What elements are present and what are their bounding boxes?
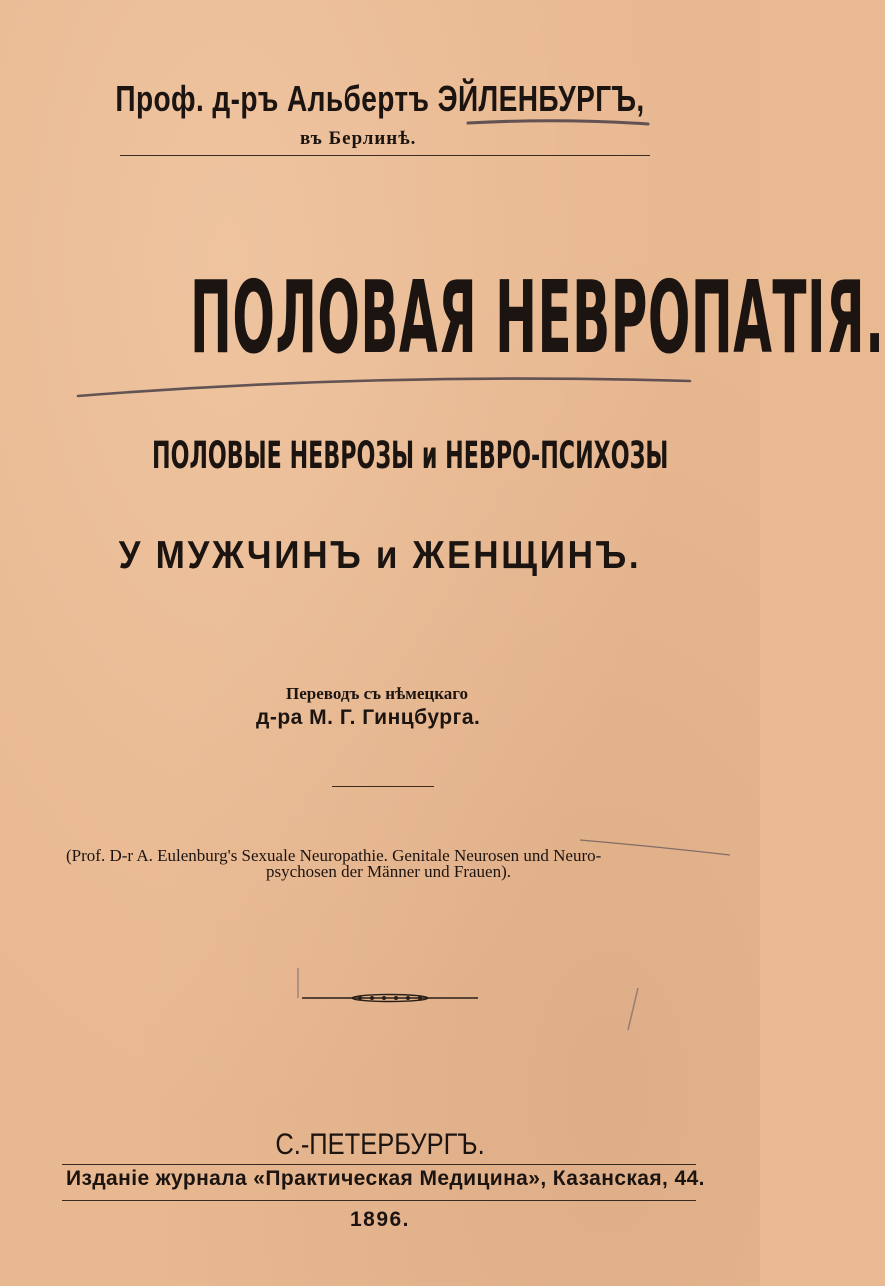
middle-divider (332, 786, 434, 787)
ornamental-rule (302, 995, 478, 1002)
translation-note: Переводъ съ нѣмецкаго (286, 684, 469, 703)
original-title-line-2: psychosen der Männer und Frauen). (266, 862, 512, 881)
pencil-strike-german (580, 840, 730, 855)
publisher-line: Изданіе журнала «Практическая Медицина», Казанская, 44. (66, 1167, 705, 1190)
publication-year: 1896. (349, 1208, 411, 1231)
author-location: въ Берлинѣ. (300, 128, 417, 149)
pencil-tick-right (628, 988, 638, 1030)
subtitle-line-2: У МУЖЧИНЪ и ЖЕНЩИНЪ. (118, 534, 642, 577)
publisher-bottom-rule (62, 1200, 696, 1201)
translator-name: д-ра М. Г. Гинцбурга. (256, 706, 481, 729)
author-name: Проф. д-ръ Альбертъ ЭЙЛЕНБУРГЪ, (115, 78, 645, 119)
publisher-top-rule (62, 1164, 696, 1165)
pencil-underline-author (468, 121, 648, 124)
book-title: ПОЛОВАЯ НЕВРОПАТІЯ. (190, 259, 885, 376)
top-divider (120, 155, 650, 156)
publication-city: С.-ПЕТЕРБУРГЪ. (275, 1128, 485, 1161)
pencil-underline-title (78, 379, 690, 396)
original-title-line-1: (Prof. D-r A. Eulenburg's Sexuale Neuropathie. Genitale Neurosen und Neuro- (66, 846, 602, 865)
subtitle-line-1: ПОЛОВЫЕ НЕВРОЗЫ и НЕВРО-ПСИХОЗЫ (151, 434, 669, 477)
